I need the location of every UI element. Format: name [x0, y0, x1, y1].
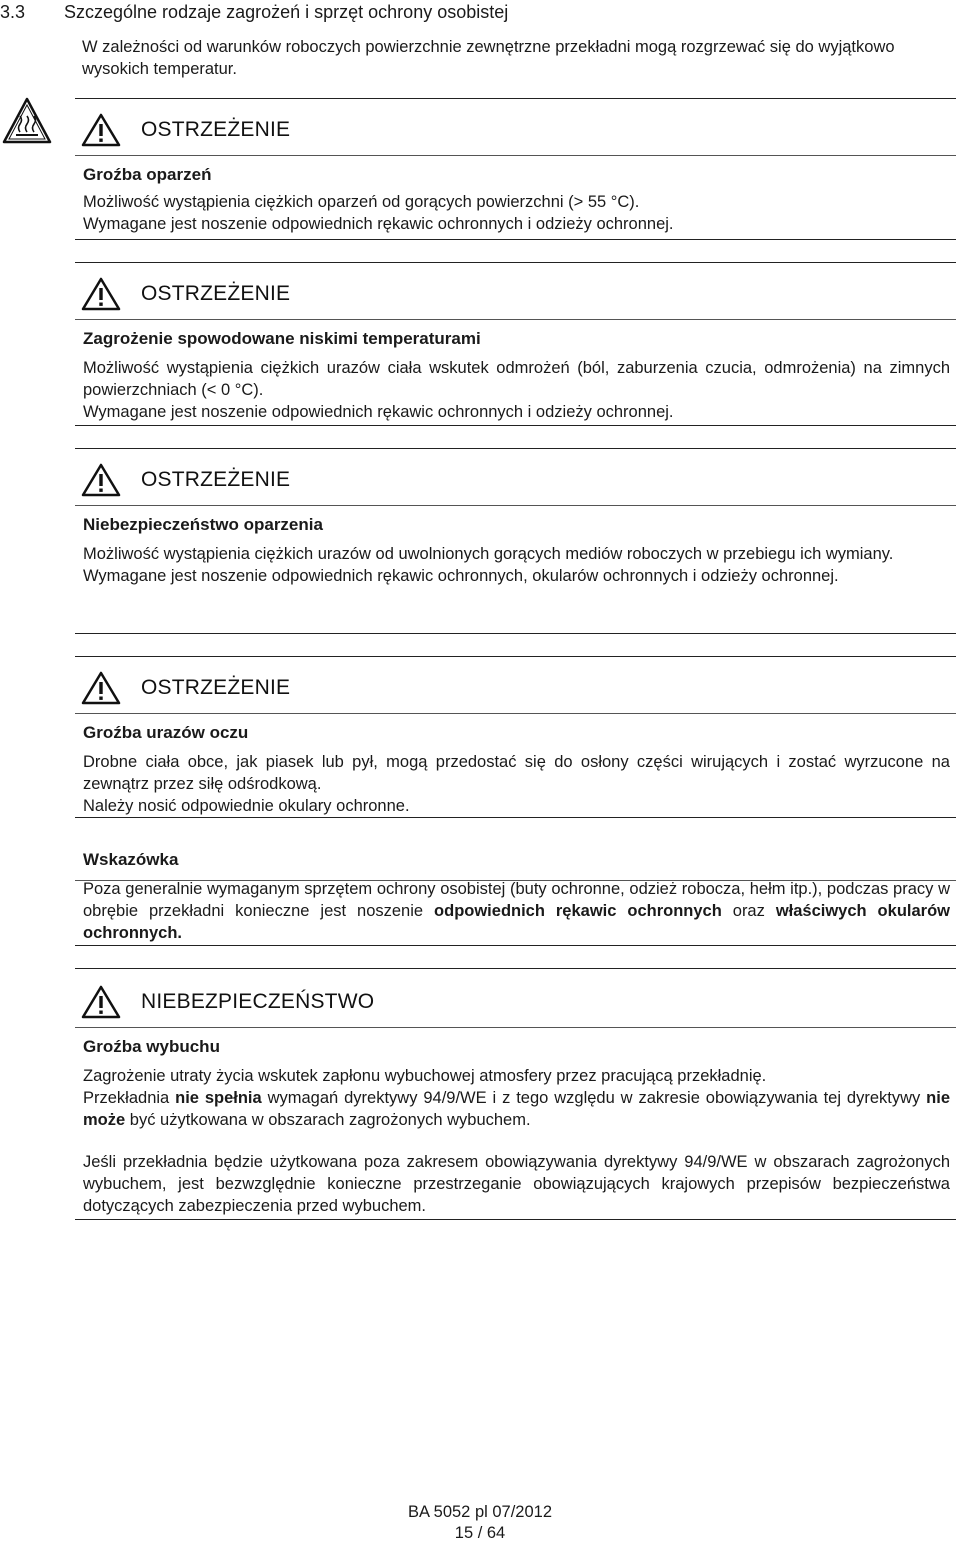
warning-header [81, 113, 290, 147]
hint-text: Poza generalnie wymaganym sprzętem ochrony osobistej (buty ochronne, odzież robocza, hełm itp.), podczas pracy w obrębie przekładni konieczne jest noszenie odpowiednich rękawic ochronnych oraz właściwych okularów ochronnych. [83, 880, 950, 942]
warning-box-cold [75, 262, 956, 426]
hot-surface-warning-icon [2, 96, 52, 146]
warning-triangle-icon [81, 113, 121, 147]
warning-text: Drobne ciała obce, jak piasek lub pył, mogą przedostać się do osłony części wirujących i zostać wyrzucone na zewnątrz przez siłę odśrodkową. [83, 753, 950, 793]
hint-emphasis: odpowiednich rękawic ochronnych [434, 902, 722, 920]
danger-text: Przekładnia nie spełnia wymagań dyrektywy 94/9/WE i z tego względu w zakresie obowiązywania tej dyrektywy nie może być użytkowana w obszarach zagrożonych wybuchem. [83, 1089, 950, 1129]
warning-triangle-icon [81, 985, 121, 1019]
warning-box-burns [75, 98, 956, 240]
warning-body [83, 357, 950, 423]
danger-text: Jeśli przekładnia będzie użytkowana poza zakresem obowiązywania dyrektywy 94/9/WE w obszarach zagrożonych wybuchem, jest bezwzględnie konieczne przestrzeganie obowiązujących krajowych przepisów bezpieczeństwa dotyczących zabezpieczenia przed wybuchem. [83, 1153, 950, 1215]
warning-subtitle: Groźba urazów oczu [83, 723, 249, 742]
section-number: 3.3 [0, 2, 26, 22]
warning-subtitle: Niebezpieczeństwo oparzenia [83, 515, 323, 534]
hint-emphasis: właściwych okularów ochronnych. [83, 902, 950, 942]
warning-header [81, 277, 290, 311]
warning-triangle-icon [81, 671, 121, 705]
warning-box-hot-media [75, 448, 956, 634]
warning-text: Należy nosić odpowiednie okulary ochronne. [83, 797, 410, 815]
page-number: 15 / 64 [454, 1524, 506, 1542]
warning-body [83, 751, 950, 817]
warning-box-eyes [75, 656, 956, 818]
danger-emphasis: nie spełnia [175, 1089, 262, 1107]
danger-emphasis: nie może [83, 1089, 950, 1129]
warning-triangle-icon [81, 277, 121, 311]
section-intro: W zależności od warunków roboczych powierzchnie zewnętrzne przekładni mogą rozgrzewać się do wyjątkowo wysokich temperatur. [82, 38, 895, 78]
warning-body [83, 543, 950, 587]
warning-triangle-icon [81, 463, 121, 497]
document-id: BA 5052 pl 07/2012 [407, 1503, 553, 1521]
danger-body [83, 1065, 950, 1217]
warning-header [81, 671, 290, 705]
warning-header [81, 463, 290, 497]
warning-text: Wymagane jest noszenie odpowiednich rękawic ochronnych, okularów ochronnych i odzieży ochronnej. [83, 567, 839, 585]
section-title: Szczególne rodzaje zagrożeń i sprzęt ochrony osobistej [64, 2, 509, 22]
hint-box [75, 836, 956, 946]
hint-title: Wskazówka [83, 850, 179, 869]
warning-text: Wymagane jest noszenie odpowiednich rękawic ochronnych i odzieży ochronnej. [83, 403, 674, 421]
signal-word: NIEBEZPIECZEŃSTWO [141, 990, 375, 1013]
signal-word: OSTRZEŻENIE [141, 118, 291, 141]
warning-subtitle: Zagrożenie spowodowane niskimi temperaturami [83, 329, 481, 348]
signal-word: OSTRZEŻENIE [141, 468, 291, 491]
warning-body [83, 191, 950, 235]
signal-word: OSTRZEŻENIE [141, 282, 291, 305]
page-footer [0, 1502, 960, 1544]
danger-header [81, 985, 374, 1019]
warning-text: Możliwość wystąpienia ciężkich urazów ciała wskutek odmrożeń (ból, zaburzenia czucia, odmrożenia) na zimnych powierzchniach (< 0 °C). [83, 359, 950, 399]
warning-text: Wymagane jest noszenie odpowiednich rękawic ochronnych i odzieży ochronnej. [83, 215, 674, 233]
danger-text: Zagrożenie utraty życia wskutek zapłonu wybuchowej atmosfery przez pracującą przekładnię. [83, 1067, 767, 1085]
hint-body [83, 878, 950, 944]
signal-word: OSTRZEŻENIE [141, 676, 291, 699]
warning-text: Możliwość wystąpienia ciężkich urazów od uwolnionych gorących mediów roboczych w przebiegu ich wymiany. [83, 545, 894, 563]
warning-subtitle: Groźba oparzeń [83, 165, 212, 184]
danger-box-explosion [75, 968, 956, 1220]
danger-subtitle: Groźba wybuchu [83, 1037, 220, 1056]
warning-text: Możliwość wystąpienia ciężkich oparzeń od gorących powierzchni (> 55 °C). [83, 193, 640, 211]
